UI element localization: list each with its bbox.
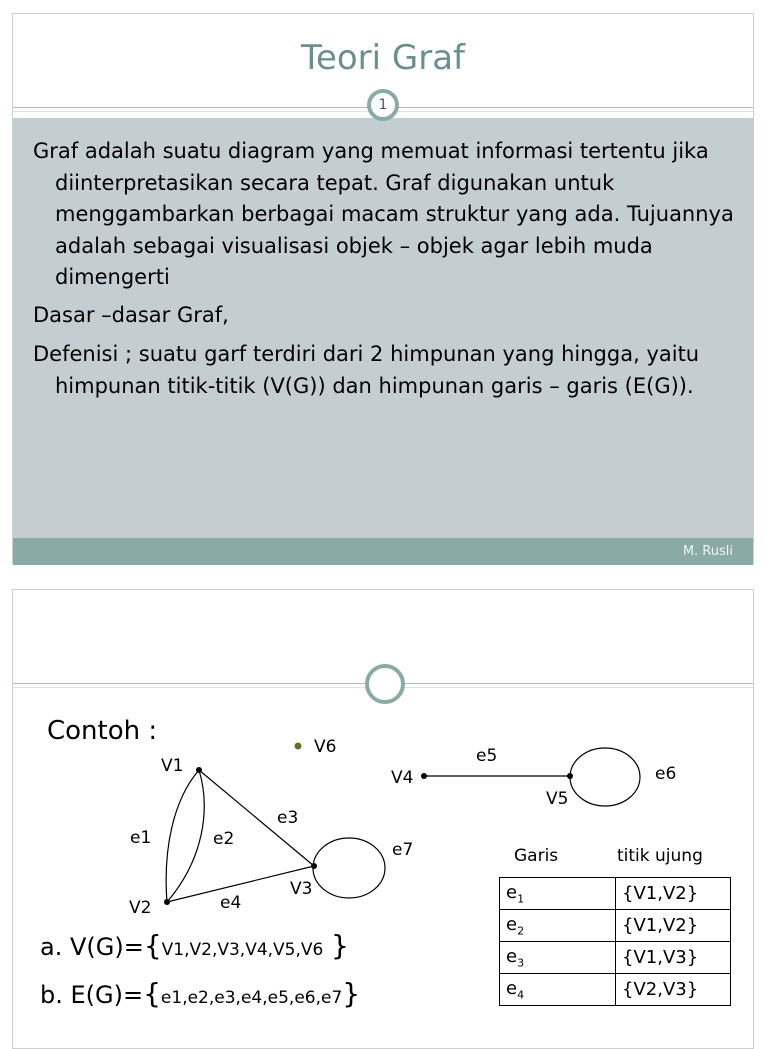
edge-set-close-brace: } — [342, 977, 361, 1010]
endpoints-cell: {V1,V2} — [616, 910, 731, 942]
vertex-v6 — [295, 743, 302, 750]
slide-ring-badge — [365, 664, 405, 704]
vertex-set-items: V1,V2,V3,V4,V5,V6 — [161, 940, 324, 960]
vertex-v3 — [311, 863, 317, 869]
vertex-set-close-brace: } — [331, 929, 349, 962]
endpoints-cell: {V1,V2} — [616, 878, 731, 910]
label-e6: e6 — [655, 764, 677, 784]
vertex-v5 — [567, 773, 573, 779]
endpoints-cell: {V1,V3} — [616, 942, 731, 974]
edge-e6-loop — [570, 748, 640, 806]
label-v5: V5 — [546, 789, 569, 809]
edge-name: e — [506, 913, 518, 935]
vertex-v4 — [421, 773, 427, 779]
vertex-v2 — [164, 899, 170, 905]
edge-e1 — [166, 770, 199, 902]
label-e2: e2 — [213, 829, 235, 849]
slide-title: Teori Graf — [300, 38, 466, 78]
edge-set-line — [40, 977, 360, 1010]
table-row — [500, 942, 731, 974]
definition-paragraph: Graf adalah suatu diagram yang memuat informasi tertentu jika diinterpretasikan secara tepat. Graf digunakan untuk menggambarkan berbagai macam struktur yang ada. Tujuannya adalah sebagai visualisasi objek – objek agar lebih muda dimengerti — [33, 139, 734, 289]
endpoints-cell: {V2,V3} — [616, 974, 731, 1006]
vertex-set-line — [40, 929, 349, 962]
edge-set-open-brace: { — [143, 977, 161, 1010]
slide-1 — [12, 13, 754, 564]
edge-set-label: b. E(G)= — [40, 981, 144, 1009]
slide-2 — [12, 589, 754, 1049]
label-v3: V3 — [290, 879, 313, 899]
table-row — [500, 910, 731, 942]
edge-cell — [500, 942, 616, 974]
edge-endpoint-table — [499, 877, 731, 1006]
table-header-garis: Garis — [514, 846, 559, 866]
edge-index: 1 — [517, 892, 525, 906]
label-v2: V2 — [129, 898, 152, 918]
edge-name: e — [506, 881, 518, 903]
vertex-set-open-brace: { — [143, 929, 162, 962]
example-heading: Contoh : — [47, 716, 158, 746]
edge-cell — [500, 910, 616, 942]
label-v6: V6 — [314, 737, 337, 757]
edge-cell — [500, 974, 616, 1006]
content-panel — [13, 118, 753, 538]
edge-index: 4 — [517, 988, 525, 1002]
label-e4: e4 — [220, 893, 242, 913]
label-e3: e3 — [277, 808, 299, 828]
label-e7: e7 — [392, 840, 414, 860]
label-v1: V1 — [161, 756, 184, 776]
edge-name: e — [506, 977, 518, 999]
edge-index: 3 — [517, 956, 525, 970]
label-e5: e5 — [476, 746, 498, 766]
basics-paragraph: Dasar –dasar Graf, — [33, 303, 229, 327]
table-row — [500, 878, 731, 910]
edge-index: 2 — [517, 924, 525, 938]
slide-number-badge: 1 — [367, 89, 399, 121]
table-row — [500, 974, 731, 1006]
label-e1: e1 — [130, 828, 152, 848]
edge-e7-loop — [313, 838, 385, 898]
edge-cell — [500, 878, 616, 910]
label-v4: V4 — [391, 768, 414, 788]
edge-set-items: e1,e2,e3,e4,e5,e6,e7 — [160, 988, 343, 1008]
formal-definition-paragraph: Defenisi ; suatu garf terdiri dari 2 himpunan yang hingga, yaitu himpunan titik-titik (V(G)) dan himpunan garis – garis (E(G)). — [33, 342, 700, 398]
vertex-set-label: a. V(G)= — [40, 933, 144, 961]
slide-footer — [13, 538, 753, 565]
footer-author: M. Rusli — [682, 544, 733, 559]
edge-name: e — [506, 945, 518, 967]
table-header-titik-ujung: titik ujung — [617, 846, 703, 866]
vertex-v1 — [196, 767, 202, 773]
